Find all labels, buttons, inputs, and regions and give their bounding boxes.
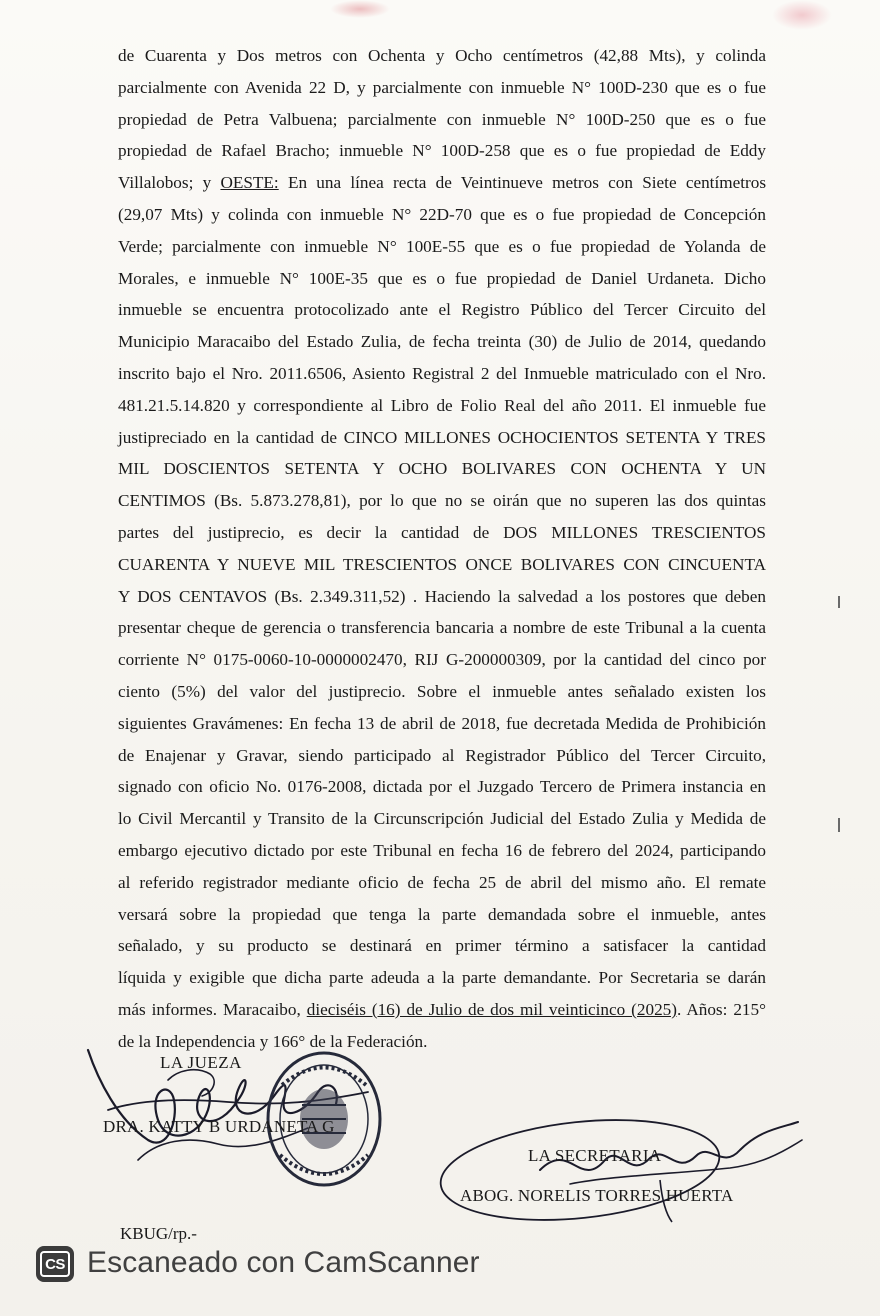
scan-stain — [772, 0, 832, 30]
underlined-text: dieciséis (16) de Julio de dos mil veinticinco (2025) — [306, 999, 678, 1019]
document-line: MIL DOSCIENTOS SETENTA Y OCHO BOLIVARES CON OCHENTA Y UN — [118, 459, 766, 479]
document-line: versará sobre la propiedad que tenga la parte demandada sobre el inmueble, antes — [118, 904, 766, 924]
document-line: Villalobos; y OESTE: En una línea recta de Veintinueve metros con Siete centímetros — [118, 173, 767, 193]
camscanner-logo-icon — [36, 1246, 74, 1282]
document-line: propiedad de Rafael Bracho; inmueble N° 100D-258 que es o fue propiedad de Eddy — [118, 141, 766, 161]
document-line: Verde; parcialmente con inmueble N° 100E-55 que es o fue propiedad de Yolanda de — [118, 236, 766, 256]
underlined-text: OESTE: — [220, 173, 279, 193]
camscanner-watermark: Escaneado con CamScanner — [87, 1246, 480, 1279]
document-line: más informes. Maracaibo, dieciséis (16) de Julio de dos mil veinticinco (2025). Años: 215° — [118, 999, 766, 1019]
document-line: de Cuarenta y Dos metros con Ochenta y Ocho centímetros (42,88 Mts), y colinda — [118, 46, 766, 65]
document-line: al referido registrador mediante oficio de fecha 25 de abril del mismo año. El remate — [118, 872, 766, 892]
scan-speck — [838, 596, 840, 608]
document-line: 481.21.5.14.820 y correspondiente al Libro de Folio Real del año 2011. El inmueble fue — [118, 395, 766, 415]
document-line: líquida y exigible que dicha parte adeuda a la parte demandante. Por Secretaria se darán — [118, 968, 766, 988]
document-line: justipreciado en la cantidad de CINCO MILLONES OCHOCIENTOS SETENTA Y TRES — [118, 427, 766, 447]
secretary-signature — [430, 1110, 810, 1230]
document-line: Y DOS CENTAVOS (Bs. 2.349.311,52) . Haciendo la salvedad a los postores que deben — [118, 586, 766, 606]
document-line: corriente N° 0175-0060-10-0000002470, RIJ G-200000309, por la cantidad del cinco por — [118, 650, 766, 670]
document-line: ciento (5%) del valor del justiprecio. Sobre el inmueble antes señalado existen los — [118, 681, 766, 701]
document-line: de Enajenar y Gravar, siendo participado al Registrador Público del Tercer Circuito, — [118, 745, 766, 765]
judge-name: DRA. KATTY B URDANETA G — [103, 1117, 335, 1136]
document-line: siguientes Gravámenes: En fecha 13 de abril de 2018, fue decretada Medida de Prohibición — [118, 713, 766, 733]
scan-stain — [330, 0, 390, 18]
document-line: de la Independencia y 166° de la Federación. — [118, 1031, 428, 1051]
document-line: partes del justiprecio, es decir la cantidad de DOS MILLONES TRESCIENTOS — [118, 522, 766, 542]
document-line: señalado, y su producto se destinará en primer término a satisfacer la cantidad — [118, 936, 766, 956]
reference-initials: KBUG/rp.- — [120, 1224, 197, 1243]
document-line: signado con oficio No. 0176-2008, dictada por el Juzgado Tercero de Primera instancia en — [118, 777, 766, 797]
document-line: (29,07 Mts) y colinda con inmueble N° 22D-70 que es o fue propiedad de Concepción — [118, 204, 766, 224]
document-line: inscrito bajo el Nro. 2011.6506, Asiento Registral 2 del Inmueble matriculado con el Nro. — [118, 363, 766, 383]
document-line: inmueble se encuentra protocolizado ante el Registro Público del Tercer Circuito del — [118, 300, 766, 320]
scan-speck — [838, 818, 840, 832]
document-line: embargo ejecutivo dictado por este Tribunal en fecha 16 de febrero del 2024, participando — [118, 840, 766, 860]
document-line: parcialmente con Avenida 22 D, y parcialmente con inmueble N° 100D-230 que es o fue — [118, 77, 766, 97]
document-line: Morales, e inmueble N° 100E-35 que es o fue propiedad de Daniel Urdaneta. Dicho — [118, 268, 766, 288]
document-line: Municipio Maracaibo del Estado Zulia, de fecha treinta (30) de Julio de 2014, quedando — [118, 332, 766, 352]
document-line: propiedad de Petra Valbuena; parcialmente con inmueble N° 100D-250 que es o fue — [118, 109, 766, 129]
document-line: lo Civil Mercantil y Transito de la Circunscripción Judicial del Estado Zulia y Medida de — [118, 809, 766, 829]
document-body — [118, 40, 766, 1058]
document-line: CUARENTA Y NUEVE MIL TRESCIENTOS ONCE BOLIVARES CON CINCUENTA — [118, 554, 766, 574]
judge-title: LA JUEZA — [160, 1053, 242, 1072]
secretary-title: LA SECRETARIA — [528, 1146, 662, 1165]
secretary-name: ABOG. NORELIS TORRES HUERTA — [460, 1186, 734, 1205]
document-line: presentar cheque de gerencia o transferencia bancaria a nombre de este Tribunal a la cuenta — [118, 618, 766, 638]
camscanner-logo-text: CS — [40, 1251, 70, 1277]
document-line: CENTIMOS (Bs. 5.873.278,81), por lo que no se oirán que no superen las dos quintas — [118, 491, 766, 511]
